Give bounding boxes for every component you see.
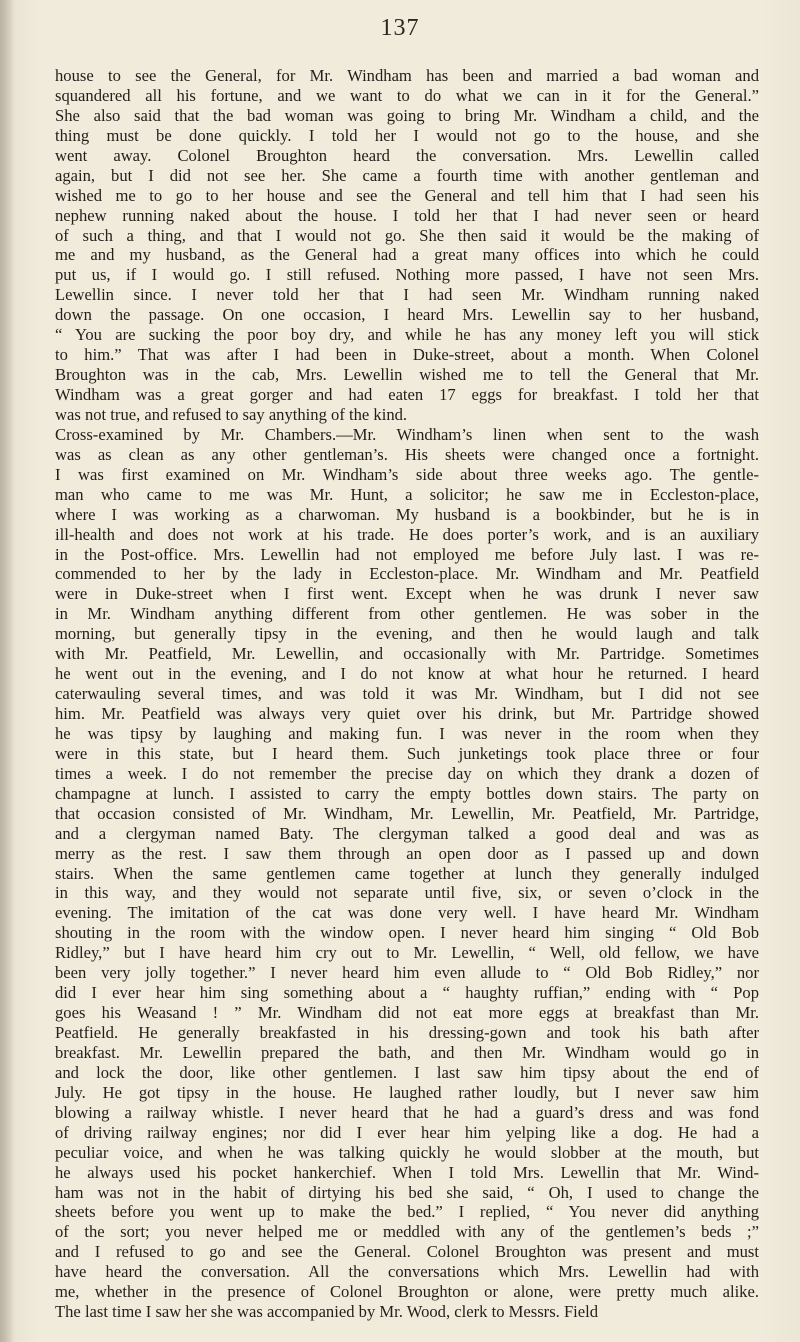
text-line: goes his Weasand ! ” Mr. Windham did not eat more eggs at breakfast than Mr. <box>55 1003 759 1023</box>
text-line: he was tipsy by laughing and making fun. I was never in the room when they <box>55 723 759 743</box>
text-line: me and my husband, as the General had a great many offices into which he could <box>55 245 759 265</box>
text-line: thing must be done quickly. I told her I would not go to the house, and she <box>55 125 759 145</box>
text-line: and I refused to go and see the General. Colonel Broughton was present and must <box>55 1242 759 1262</box>
text-line: did I ever hear him sing something about a “ haughty ruffian,” ending with “ Pop <box>55 983 759 1003</box>
text-line: commended to her by the lady in Eccleston-place. Mr. Windham and Mr. Peatfield <box>55 564 759 584</box>
text-line: he always used his pocket hankerchief. When I told Mrs. Lewellin that Mr. Wind- <box>55 1162 759 1182</box>
text-line: me, whether in the presence of Colonel Broughton or alone, were pretty much alike. <box>55 1282 759 1302</box>
text-line: was not true, and refused to say anything of the kind. <box>55 404 408 424</box>
text-line: squandered all his fortune, and we want to do what we can in it for the General.” <box>55 85 759 105</box>
page-number: 137 <box>380 15 420 41</box>
text-line: was as clean as any other gentleman’s. His sheets were changed once a fortnight. <box>55 444 759 464</box>
text-line: Windham was a great gorger and had eaten 17 eggs for breakfast. I told her that <box>55 385 759 404</box>
text-line: champagne at lunch. I assisted to carry the empty bottles down stairs. The party on <box>55 783 759 803</box>
text-line: in Mr. Windham anything different from other gentlemen. He was sober in the <box>55 604 759 624</box>
text-line: wished me to go to her house and see the General and tell him that I had seen his <box>55 185 759 205</box>
text-line: Peatfield. He generally breakfasted in his dressing-gown and took his bath after <box>55 1023 759 1042</box>
text-line: I was first examined on Mr. Windham’s side about three weeks ago. The gentle- <box>55 464 759 484</box>
text-line: peculiar voice, and when he was talking quickly he would slobber at the mouth, but <box>55 1142 759 1162</box>
text-line: house to see the General, for Mr. Windham has been and married a bad woman and <box>55 66 759 85</box>
text-line: shouting in the room with the window open. I never heard him singing “ Old Bob <box>55 923 759 943</box>
text-line: Ridley,” but I have heard him cry out to Mr. Lewellin, “ Well, old fellow, we have <box>55 943 759 963</box>
text-line: man who came to me was Mr. Hunt, a solicitor; he saw me in Eccleston-place, <box>55 484 759 504</box>
text-line: him. Mr. Peatfield was always very quiet over his drink, but Mr. Partridge showed <box>55 704 759 723</box>
text-line: She also said that the bad woman was going to bring Mr. Windham a child, and the <box>55 105 759 125</box>
text-line: July. He got tipsy in the house. He laughed rather loudly, but I never saw him <box>55 1082 759 1102</box>
text-line: Lewellin since. I never told her that I had seen Mr. Windham running naked <box>55 285 759 305</box>
text-line: Cross-examined by Mr. Chambers.—Mr. Windham’s linen when sent to the wash <box>55 424 759 444</box>
text-line: that occasion consisted of Mr. Windham, Mr. Lewellin, Mr. Peatfield, Mr. Partridge, <box>55 803 759 823</box>
text-line: were in Duke-street when I first went. Except when he was drunk I never saw <box>55 584 759 604</box>
text-line: caterwauling several times, and was told it was Mr. Windham, but I did not see <box>55 684 759 704</box>
text-line: in the Post-office. Mrs. Lewellin had not employed me before July last. I was re- <box>55 544 759 564</box>
text-line: “ You are sucking the poor boy dry, and while he has any money left you will stick <box>55 325 759 345</box>
text-line: where I was working as a charwoman. My husband is a bookbinder, but he is in <box>55 504 759 524</box>
text-line: blowing a railway whistle. I never heard that he had a guard’s dress and was fond <box>55 1102 759 1122</box>
text-line: times a week. I do not remember the precise day on which they drank a dozen of <box>55 763 759 783</box>
text-line: went away. Colonel Broughton heard the conversation. Mrs. Lewellin called <box>55 145 759 165</box>
text-line: in this way, and they would not separate until five, six, or seven o’clock in the <box>55 883 759 903</box>
text-line: Broughton was in the cab, Mrs. Lewellin wished me to tell the General that Mr. <box>55 365 759 385</box>
binding-shadow <box>0 0 14 1342</box>
body-text <box>55 66 759 1322</box>
text-line: merry as the rest. I saw them through an open door as I passed up and down <box>55 843 759 863</box>
text-line: again, but I did not see her. She came a fourth time with another gentleman and <box>55 165 759 185</box>
text-line: of the sort; you never helped me or meddled with any of the gentlemen’s beds ;” <box>55 1222 759 1242</box>
text-line: with Mr. Peatfield, Mr. Lewellin, and occasionally with Mr. Partridge. Sometimes <box>55 644 759 664</box>
text-line: morning, but generally tipsy in the evening, and then he would laugh and talk <box>55 624 759 644</box>
text-line: The last time I saw her she was accompanied by Mr. Wood, clerk to Messrs. Field <box>55 1302 599 1322</box>
text-line: and lock the door, like other gentlemen. I last saw him tipsy about the end of <box>55 1062 759 1082</box>
text-line: been very jolly together.” I never heard him even allude to “ Old Bob Ridley,” nor <box>55 963 759 983</box>
text-line: ham was not in the habit of dirtying his bed she said, “ Oh, I used to change the <box>55 1182 759 1202</box>
text-line: put us, if I would go. I still refused. Nothing more passed, I have not seen Mrs. <box>55 265 759 285</box>
text-line: stairs. When the same gentlemen came together at lunch they generally indulged <box>55 863 759 883</box>
text-line: of driving railway engines; nor did I ever hear him yelping like a dog. He had a <box>55 1122 759 1142</box>
text-line: down the passage. On one occasion, I heard Mrs. Lewellin say to her husband, <box>55 305 759 325</box>
text-line: were in this state, but I heard them. Such junketings took place three or four <box>55 743 759 763</box>
text-line: to him.” That was after I had been in Duke-street, about a month. When Colonel <box>55 345 759 365</box>
text-line: and a clergyman named Baty. The clergyman talked a good deal and was as <box>55 823 759 843</box>
text-line: have heard the conversation. All the conversations which Mrs. Lewellin had with <box>55 1262 759 1282</box>
text-line: sheets before you went up to make the bed.” I replied, “ You never did anything <box>55 1202 759 1222</box>
text-line: ill-health and does not work at his trade. He does porter’s work, and is an auxiliary <box>55 524 759 544</box>
text-line: of such a thing, and that I would not go. She then said it would be the making of <box>55 225 759 245</box>
text-line: breakfast. Mr. Lewellin prepared the bath, and then Mr. Windham would go in <box>55 1042 759 1062</box>
text-line: he went out in the evening, and I do not know at what hour he returned. I heard <box>55 664 759 684</box>
text-line: evening. The imitation of the cat was done very well. I have heard Mr. Windham <box>55 903 759 923</box>
text-line: nephew running naked about the house. I told her that I had never seen or heard <box>55 205 759 225</box>
